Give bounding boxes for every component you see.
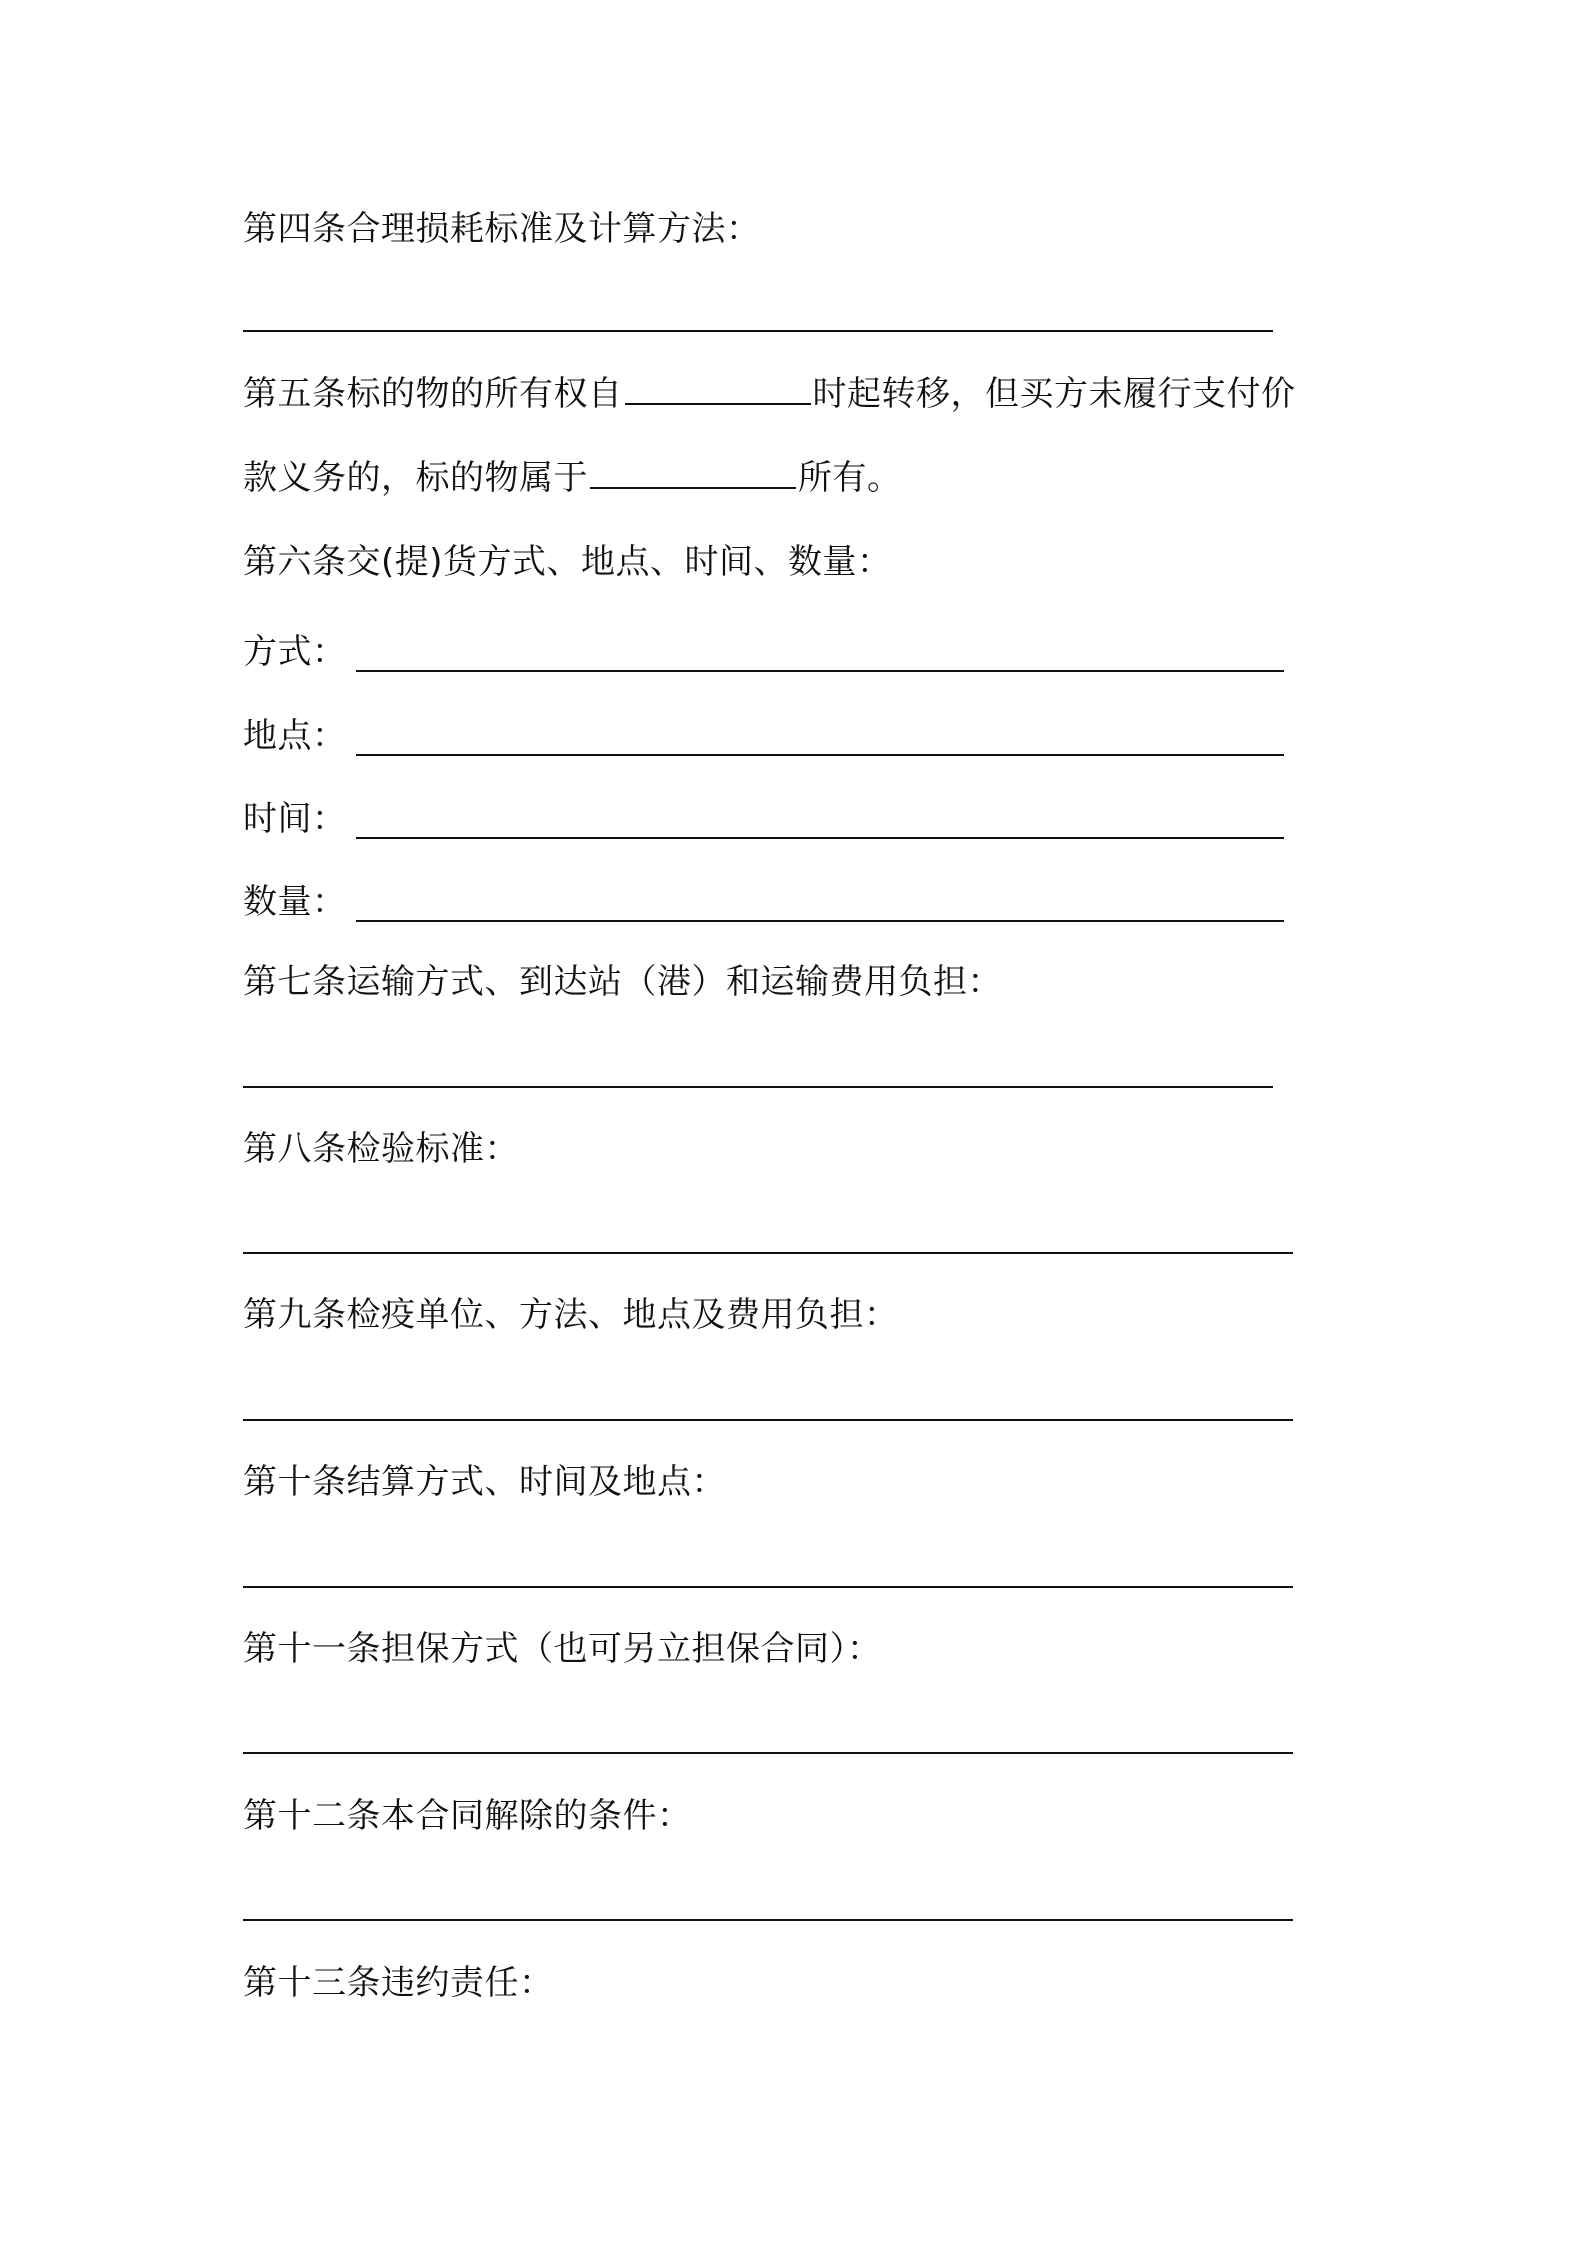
article-9-blank[interactable]: [243, 1419, 1293, 1421]
field-label-method: 方式：: [243, 632, 347, 672]
article-5-line-2: [243, 456, 902, 500]
field-quantity-blank[interactable]: [356, 920, 1284, 922]
article-12-blank[interactable]: [243, 1919, 1293, 1921]
article-5-text-c: 款义务的，标的物属于: [243, 458, 588, 498]
article-5-ownership-time-blank[interactable]: [625, 373, 811, 405]
article-5-owner-blank[interactable]: [590, 457, 796, 489]
article-11-heading: 第十一条担保方式（也可另立担保合同）：: [243, 1629, 882, 1669]
article-10-blank[interactable]: [243, 1586, 1293, 1588]
field-label-place: 地点：: [243, 716, 347, 756]
article-9-heading: 第九条检疫单位、方法、地点及费用负担：: [243, 1295, 899, 1335]
article-5-line-1: [243, 372, 1296, 416]
article-4-blank[interactable]: [243, 330, 1273, 332]
article-5-text-b: 时起转移，但买方未履行支付价: [812, 374, 1296, 414]
article-10-heading: 第十条结算方式、时间及地点：: [243, 1462, 726, 1502]
field-method-blank[interactable]: [356, 670, 1284, 672]
article-12-heading: 第十二条本合同解除的条件：: [243, 1796, 692, 1836]
article-8-blank[interactable]: [243, 1252, 1293, 1254]
field-time-blank[interactable]: [356, 837, 1284, 839]
article-6-heading: 第六条交(提)货方式、地点、时间、数量：: [243, 542, 892, 582]
article-7-heading: 第七条运输方式、到达站（港）和运输费用负担：: [243, 962, 1002, 1002]
article-13-heading: 第十三条违约责任：: [243, 1963, 554, 2003]
article-4-heading: 第四条合理损耗标准及计算方法：: [243, 209, 761, 249]
article-11-blank[interactable]: [243, 1752, 1293, 1754]
article-7-blank[interactable]: [243, 1086, 1273, 1088]
field-label-time: 时间：: [243, 799, 347, 839]
field-place-blank[interactable]: [356, 754, 1284, 756]
article-5-text-a: 第五条标的物的所有权自: [243, 374, 623, 414]
article-5-text-d: 所有。: [798, 458, 902, 498]
field-label-quantity: 数量：: [243, 882, 347, 922]
article-8-heading: 第八条检验标准：: [243, 1129, 519, 1169]
